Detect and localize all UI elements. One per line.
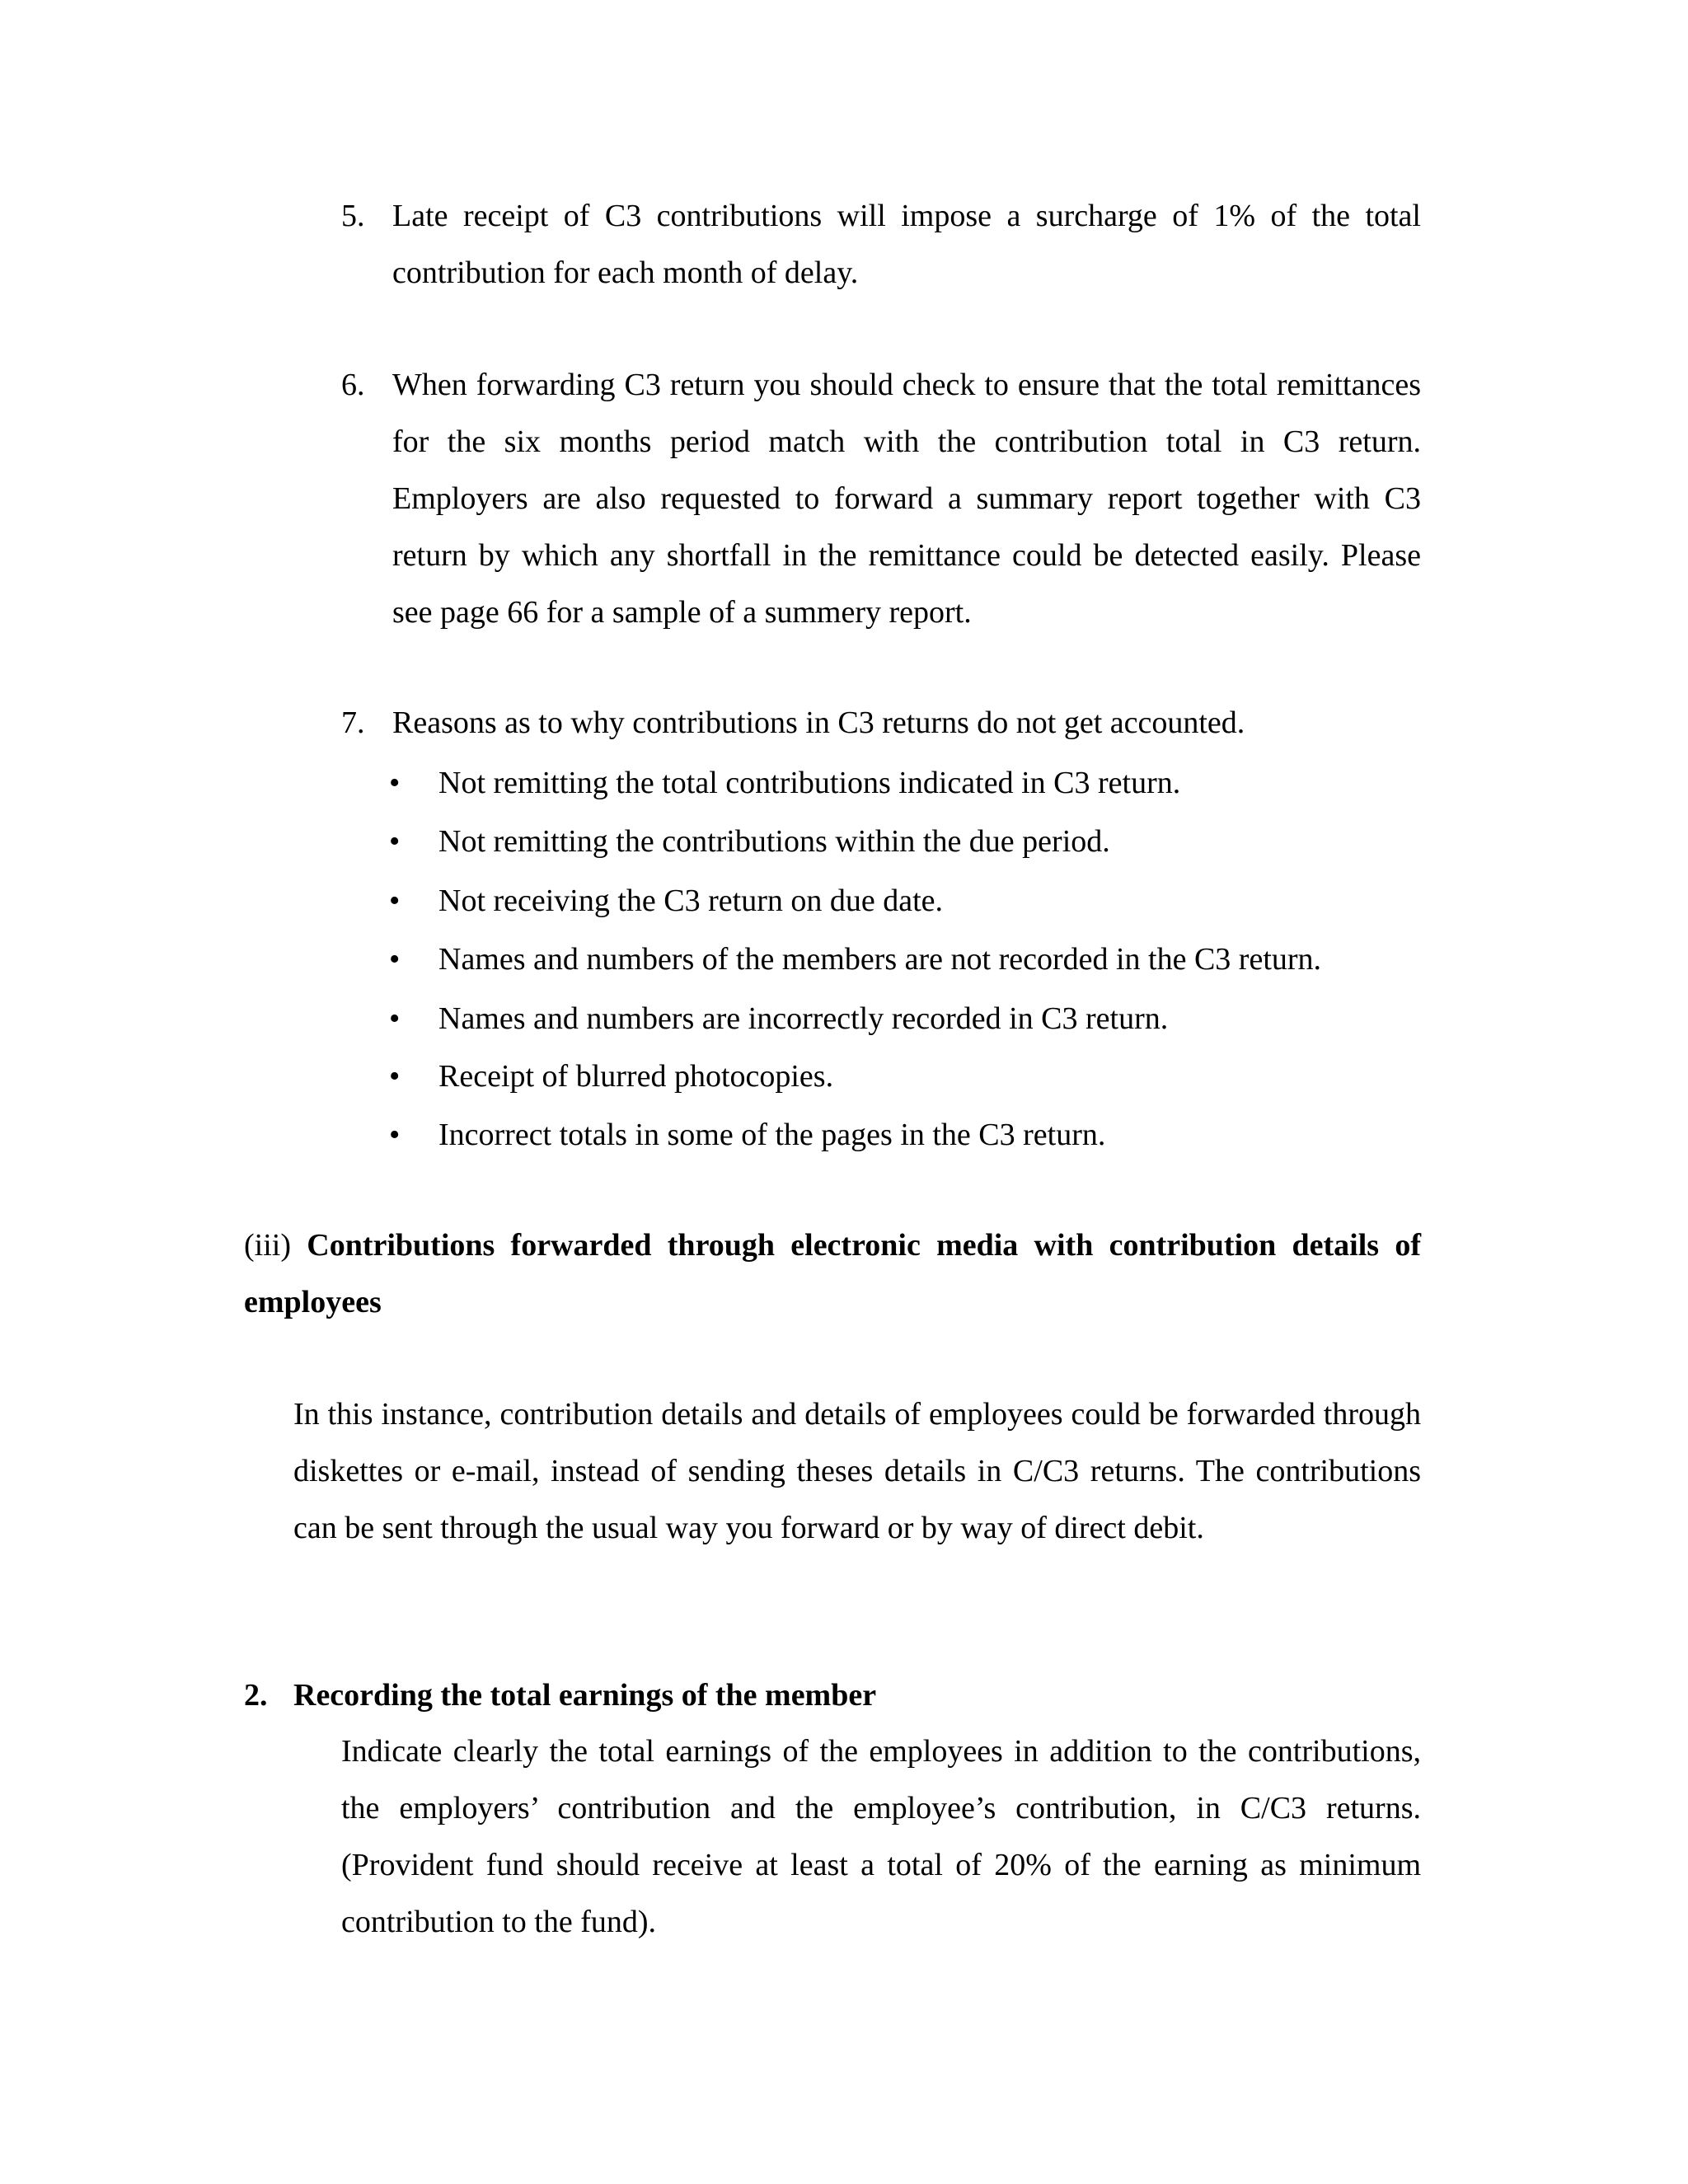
section-iii-prefix: (iii) [244,1228,291,1263]
bullet-icon: • [389,824,401,859]
list-item-text: Incorrect totals in some of the pages in the C3 return. [438,1118,1106,1152]
item-6-number: 6. [341,368,365,402]
list-item-text: Names and numbers are incorrectly recorded in C3 return. [438,1001,1169,1036]
item-7-text: Reasons as to why contributions in C3 returns do not get accounted. [392,705,1245,740]
list-item-text: Not remitting the total contributions indicated in C3 return. [438,766,1181,800]
item-7-number: 7. [341,705,365,740]
bullet-icon: • [389,883,401,918]
section-2-number: 2. [244,1678,268,1713]
section-iii-title: Contributions forwarded through electronic media with contribution details of employees [244,1228,1421,1319]
list-item-text: Not receiving the C3 return on due date. [438,883,944,918]
list-item-text: Not remitting the contributions within the due period. [438,824,1110,859]
item-5-number: 5. [341,199,365,233]
bullet-icon: • [389,942,401,977]
item-5-text: Late receipt of C3 contributions will impose a surcharge of 1% of the total contribution for each month of delay. [392,199,1421,290]
bullet-icon: • [389,1118,401,1152]
section-iii-body: In this instance, contribution details and details of employees could be forwarded through diskettes or e-mail, instead of sending theses details in C/C3 returns. The contributions can be sent through the usual way you forward or by way of direct debit. [293,1397,1421,1545]
list-item-text: Receipt of blurred photocopies. [438,1059,834,1094]
bullet-icon: • [389,766,401,800]
item-6-text: When forwarding C3 return you should check to ensure that the total remittances for the six months period match with the contribution total in C3 return. Employers are also requested to forward a summary report together with C3 return by which any shortfall in the remittance could be detected easily. Please see page 66 for a sample of a summery report. [392,368,1421,630]
bullet-icon: • [389,1001,401,1036]
bullet-icon: • [389,1059,401,1094]
list-item-text: Names and numbers of the members are not recorded in the C3 return. [438,942,1322,977]
section-2-heading: Recording the total earnings of the member [293,1678,877,1713]
section-2-body: Indicate clearly the total earnings of the employees in addition to the contributions, the employers’ contribution and the employee’s contribution, in C/C3 returns. (Provident fund should receive at least a total of 20% of the earning as minimum contribution to the fund). [341,1734,1421,1939]
section-iii-heading [244,1217,1421,1331]
